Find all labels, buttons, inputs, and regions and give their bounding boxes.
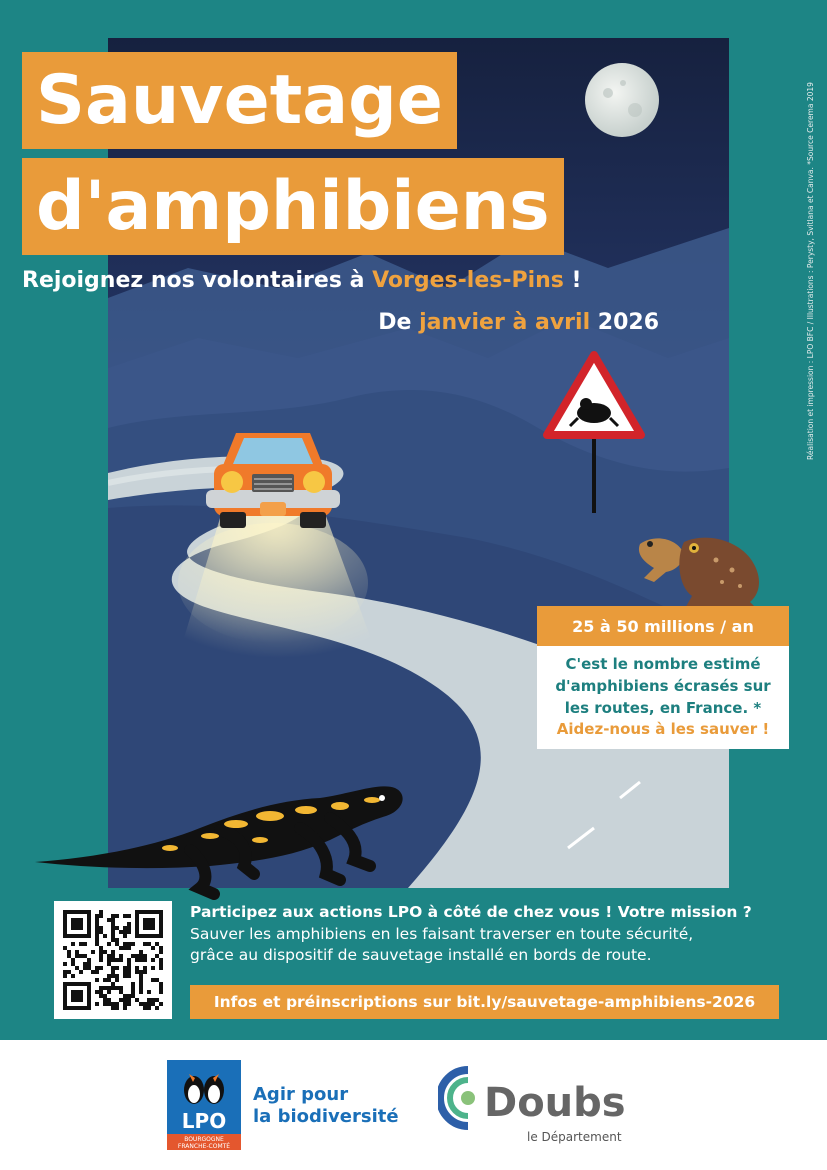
salamander-illustration (30, 770, 410, 900)
svg-text:BOURGOGNE: BOURGOGNE (184, 1136, 224, 1143)
moon (585, 63, 659, 137)
title-line-2: d'amphibiens (22, 158, 564, 255)
svg-text:LPO: LPO (181, 1109, 227, 1133)
title-line-1: Sauvetage (22, 52, 457, 149)
mission-heading: Participez aux actions LPO à côté de chez vous ! Votre mission ? (190, 903, 752, 921)
credits-text: Réalisation et impression : LPO BFC / Illustrations : Perysty, Svitlana et Canva. *Source Cerema 2019 (806, 82, 815, 460)
join-volunteers-text: Rejoignez nos volontaires à Vorges-les-Pins ! (22, 268, 582, 293)
department-label: le Département (527, 1130, 622, 1144)
statistic-headline: 25 à 50 millions / an (537, 606, 789, 646)
lpo-tagline: Agir pour la biodiversité (253, 1084, 399, 1127)
svg-text:FRANCHE-COMTÉ: FRANCHE-COMTÉ (177, 1143, 231, 1150)
date-range-text: De janvier à avril 2026 (378, 310, 659, 335)
registration-link[interactable]: Infos et préinscriptions sur bit.ly/sauvetage-amphibiens-2026 (190, 985, 779, 1019)
lpo-logo (167, 1060, 241, 1154)
svg-text:Doubs: Doubs (484, 1080, 626, 1126)
qr-code[interactable] (54, 901, 172, 1019)
location-name: Vorges-les-Pins (372, 268, 564, 293)
call-to-action: Aidez-nous à les sauver ! (556, 720, 770, 739)
mission-text: Participez aux actions LPO à côté de chez vous ! Votre mission ? Sauver les amphibiens en les faisant traverser en toute sécurité, grâce au dispositif de sauvetage installé en bords de route. (190, 902, 800, 967)
doubs-logo (438, 1066, 638, 1134)
statistic-box (537, 606, 789, 749)
statistic-description: C'est le nombre estimé d'amphibiens écrasés sur les routes, en France. * Aidez-nous à les sauver ! (537, 646, 789, 749)
months: janvier à avril (419, 310, 591, 335)
frog-and-toad-illustration (636, 530, 766, 615)
footer (0, 1040, 827, 1170)
